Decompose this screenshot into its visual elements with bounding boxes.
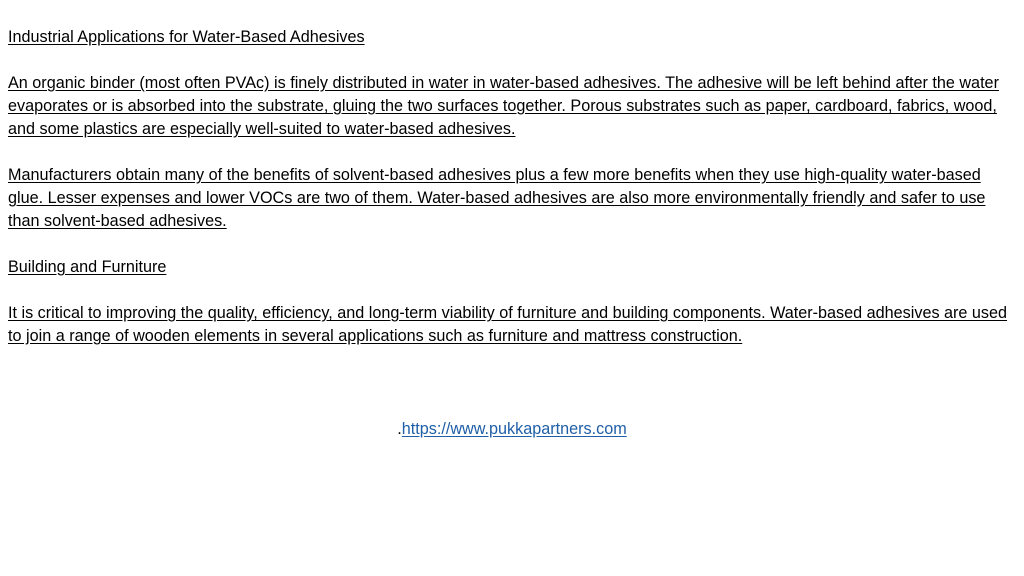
paragraph-intro: An organic binder (most often PVAc) is finely distributed in water in water-based adhesives. The adhesive will be left behind after the water evaporates or is absorbed into the substrate, gluing the two surfaces together. Porous substrates such as paper, cardboard, fabrics, wood, and some plastics are especially well-suited to water-based adhesives. xyxy=(8,74,999,138)
document-title: Industrial Applications for Water-Based Adhesives xyxy=(8,28,365,46)
paragraph-benefits: Manufacturers obtain many of the benefits of solvent-based adhesives plus a few more benefits when they use high-quality water-based glue. Lesser expenses and lower VOCs are two of them. Water-based adhesives are also more environmentally friendly and safer to use than solvent-based adhesives. xyxy=(8,166,986,230)
paragraph-building-furniture: It is critical to improving the quality, efficiency, and long-term viability of furniture and building components. Water-based adhesives are used to join a range of wooden elements in several applications such as furniture and mattress construction. xyxy=(8,304,1008,345)
link-prefix: . xyxy=(397,420,402,438)
spacer xyxy=(8,233,1018,256)
link-row xyxy=(0,418,1024,441)
spacer xyxy=(8,279,1018,302)
spacer xyxy=(8,49,1018,72)
section-heading: Building and Furniture xyxy=(8,258,167,276)
spacer xyxy=(8,141,1018,164)
slide-content xyxy=(8,26,1018,348)
website-link[interactable]: https://www.pukkapartners.com xyxy=(401,420,627,438)
